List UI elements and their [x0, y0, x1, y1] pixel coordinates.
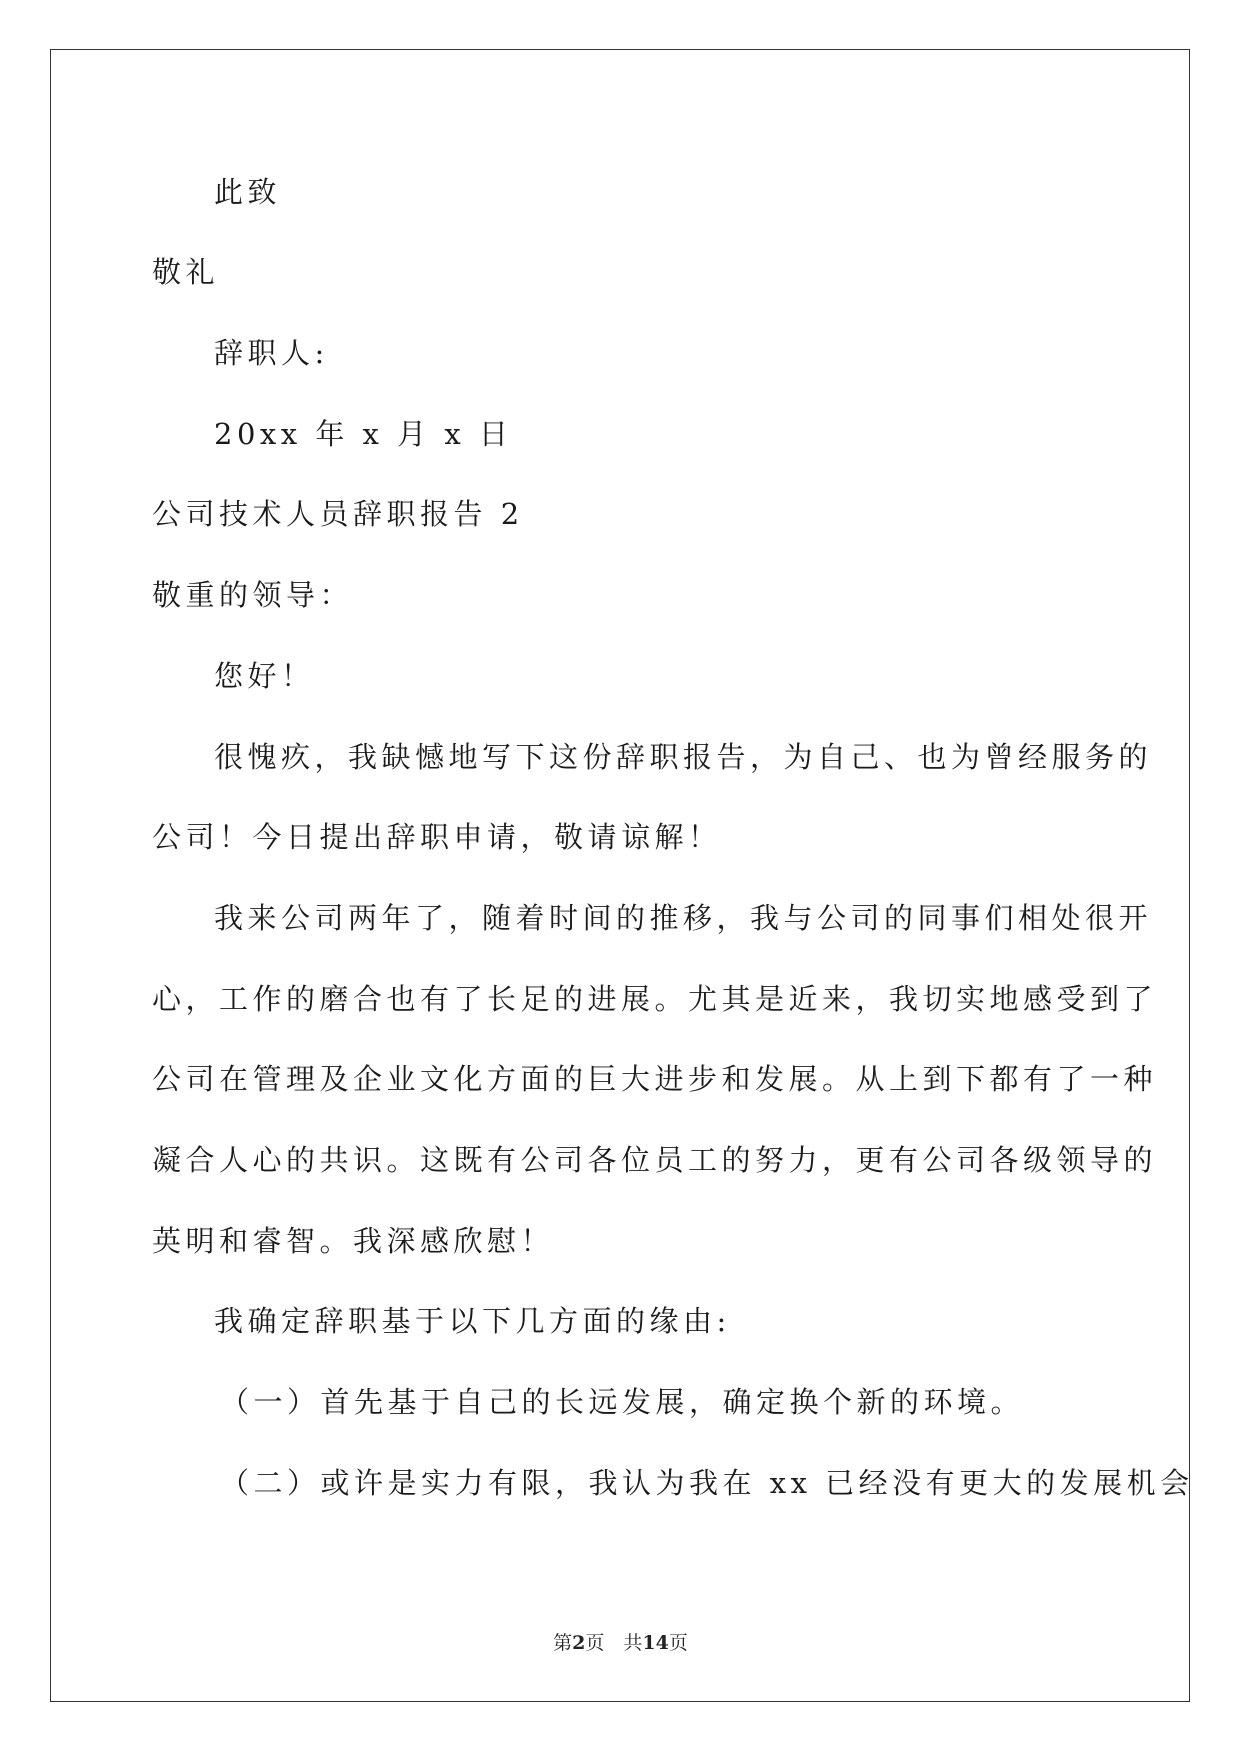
greeting-hello: 您好！ — [214, 659, 315, 693]
closing-respect: 敬礼 — [152, 255, 220, 289]
reason-item-1: （一）首先基于自己的长远发展，确定换个新的环境。 — [220, 1385, 1025, 1419]
paragraph-line: 公司！今日提出辞职申请，敬请谅解！ — [152, 820, 722, 854]
page-footer — [0, 1631, 1241, 1655]
signature-label: 辞职人: — [214, 336, 329, 370]
page-frame — [50, 49, 1190, 1702]
page-current: 2 — [572, 1632, 586, 1654]
paragraph-line: 心，工作的磨合也有了长足的进展。尤其是近来，我切实地感受到了 — [152, 982, 1158, 1016]
paragraph-line: 公司在管理及企业文化方面的巨大进步和发展。从上到下都有了一种 — [152, 1062, 1158, 1096]
closing-salutation: 此致 — [214, 175, 282, 209]
section-title: 公司技术人员辞职报告 2 — [152, 497, 524, 531]
page-suffix: 页 — [668, 1632, 688, 1654]
reasons-intro: 我确定辞职基于以下几方面的缘由: — [214, 1304, 731, 1338]
paragraph-line: 凝合人心的共识。这既有公司各位员工的努力，更有公司各级领导的 — [152, 1143, 1158, 1177]
date-line: 20xx 年 x 月 x 日 — [214, 417, 513, 451]
paragraph-line: 英明和睿智。我深感欣慰！ — [152, 1224, 555, 1258]
reason-item-2: （二）或许是实力有限，我认为我在 xx 已经没有更大的发展机会 — [220, 1466, 1194, 1500]
greeting-recipient: 敬重的领导： — [152, 578, 354, 612]
paragraph-line: 我来公司两年了，随着时间的推移，我与公司的同事们相处很开 — [214, 901, 1153, 935]
paragraph-line: 很愧疚，我缺憾地写下这份辞职报告，为自己、也为曾经服务的 — [214, 740, 1153, 774]
page-total: 14 — [642, 1632, 669, 1654]
page-prefix: 第 — [553, 1632, 573, 1654]
page-mid: 页 共 — [585, 1632, 643, 1654]
